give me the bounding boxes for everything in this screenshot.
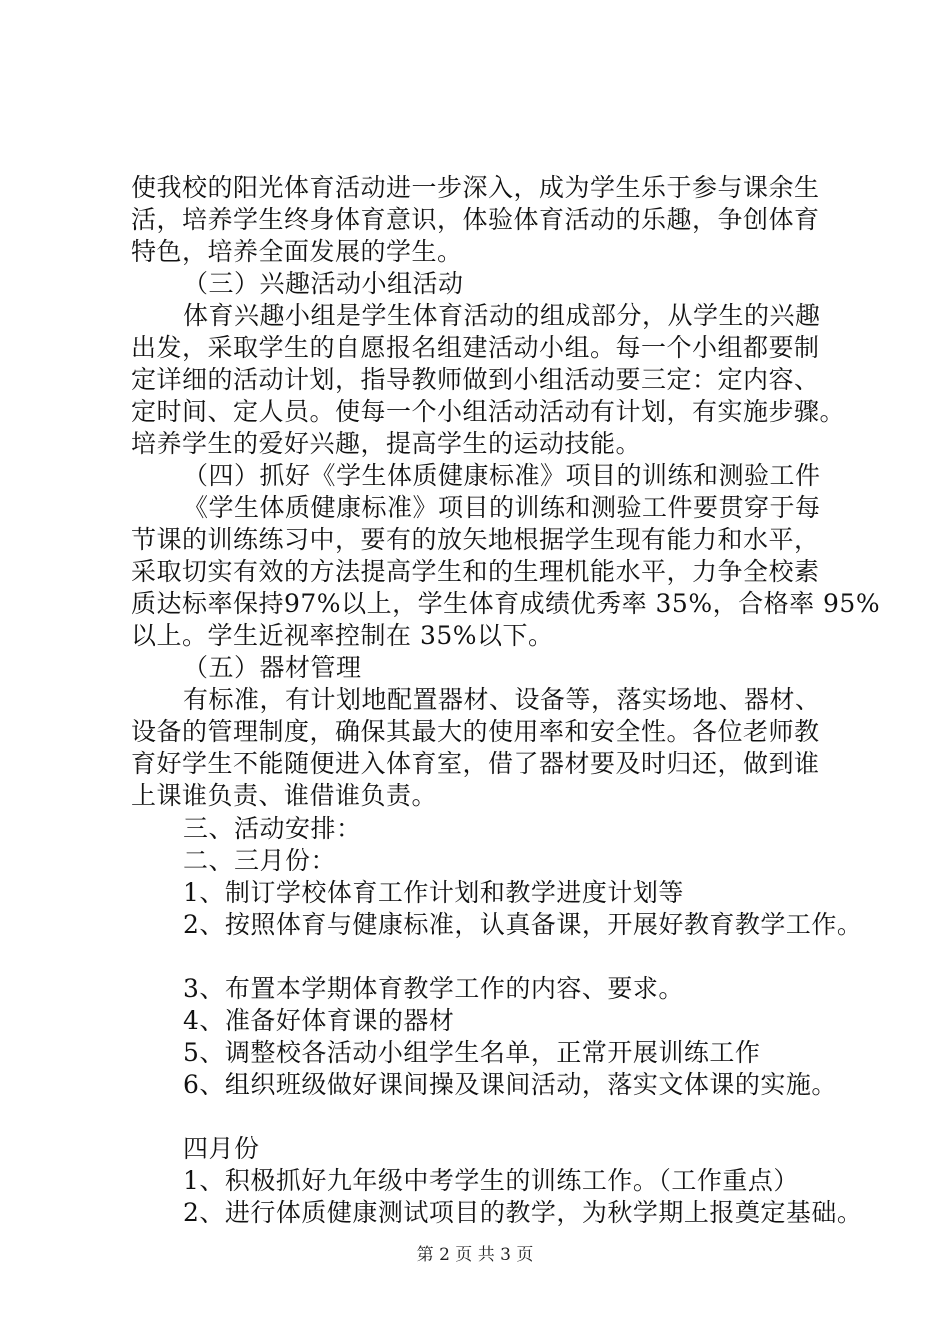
paragraph-line: 质达标率保持97%以上，学生体育成绩优秀率 35%，合格率 95% [131, 589, 881, 618]
section-heading: 三、活动安排： [183, 814, 362, 843]
paragraph-line: 使我校的阳光体育活动进一步深入，成为学生乐于参与课余生 [131, 173, 820, 202]
list-item: 5、调整校各活动小组学生名单，正常开展训练工作 [183, 1038, 761, 1067]
paragraph-line: 《学生体质健康标准》项目的训练和测验工件要贯穿于每 [183, 493, 821, 522]
paragraph-line: 上课谁负责、谁借谁负责。 [131, 781, 438, 810]
section-heading: （四）抓好《学生体质健康标准》项目的训练和测验工件 [183, 461, 821, 490]
month-heading: 四月份 [183, 1134, 260, 1163]
paragraph-line: 有标准，有计划地配置器材、设备等，落实场地、器材、 [183, 685, 821, 714]
list-item: 6、组织班级做好课间操及课间活动，落实文体课的实施。 [183, 1070, 837, 1099]
list-item: 2、进行体质健康测试项目的教学，为秋学期上报奠定基础。 [183, 1198, 863, 1227]
section-heading: （三）兴趣活动小组活动 [183, 269, 464, 298]
paragraph-line: 节课的训练练习中，要有的放矢地根据学生现有能力和水平， [131, 525, 820, 554]
paragraph-line: 活，培养学生终身体育意识，体验体育活动的乐趣，争创体育 [131, 205, 820, 234]
paragraph-line: 体育兴趣小组是学生体育活动的组成部分，从学生的兴趣 [183, 301, 821, 330]
paragraph-line: 出发，采取学生的自愿报名组建活动小组。每一个小组都要制 [131, 333, 820, 362]
paragraph-line: 定时间、定人员。使每一个小组活动活动有计划，有实施步骤。 [131, 397, 846, 426]
paragraph-line: 定详细的活动计划，指导教师做到小组活动要三定：定内容、 [131, 365, 820, 394]
paragraph-line: 特色，培养全面发展的学生。 [131, 237, 463, 266]
list-item: 1、制订学校体育工作计划和教学进度计划等 [183, 878, 684, 907]
paragraph-line: 培养学生的爱好兴趣，提高学生的运动技能。 [131, 429, 642, 458]
paragraph-line: 育好学生不能随便进入体育室，借了器材要及时归还，做到谁 [131, 749, 820, 778]
list-item: 3、布置本学期体育教学工作的内容、要求。 [183, 974, 684, 1003]
paragraph-line: 设备的管理制度，确保其最大的使用率和安全性。各位老师教 [131, 717, 820, 746]
list-item: 2、按照体育与健康标准，认真备课，开展好教育教学工作。 [183, 910, 863, 939]
list-item: 4、准备好体育课的器材 [183, 1006, 455, 1035]
list-item: 1、积极抓好九年级中考学生的训练工作。（工作重点） [183, 1166, 799, 1195]
section-heading: （五）器材管理 [183, 653, 362, 682]
paragraph-line: 以上。学生近视率控制在 35%以下。 [131, 621, 554, 650]
page-number-footer: 第 2 页 共 3 页 [416, 1245, 534, 1265]
paragraph-line: 采取切实有效的方法提高学生和的生理机能水平，力争全校素 [131, 557, 820, 586]
month-heading: 二、三月份： [183, 846, 337, 875]
